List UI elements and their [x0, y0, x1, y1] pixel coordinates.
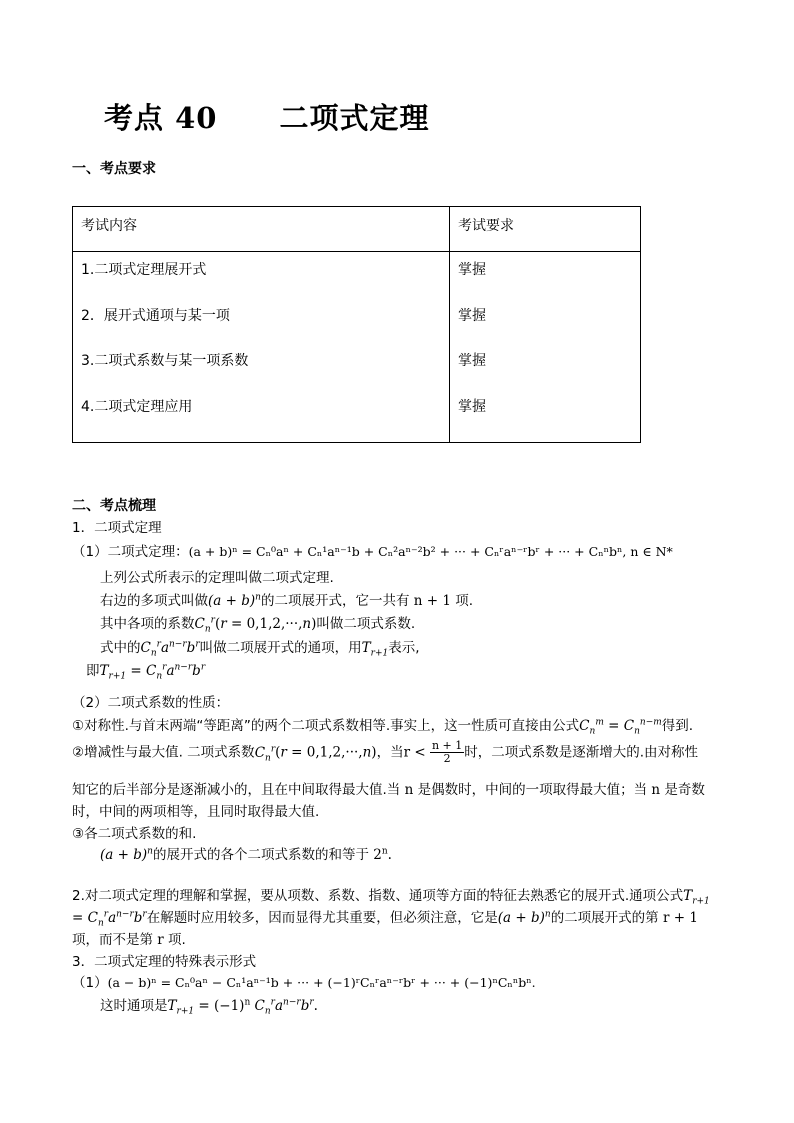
table-row: 2．展开式通项与某一项	[81, 307, 230, 324]
table-row: 4.二项式定理应用	[81, 398, 193, 415]
table-row: 1.二项式定理展开式	[81, 262, 207, 278]
property-3-line: $(a + b)^n$的展开式的各个二项式系数的和等于 2$^n$.	[100, 846, 392, 863]
section-heading-1: 一、考点要求	[72, 161, 156, 177]
page-title: 考点 40 二项式定理	[104, 101, 430, 135]
item-3-title: 3．二项式定理的特殊表示形式	[72, 954, 257, 970]
table-header-row	[73, 207, 641, 252]
property-1: ①对称性.与首末两端“等距离”的两个二项式系数相等.事实上，这一性质可直接由公式$C_n^m = C_n^{n-m}$得到.	[72, 717, 694, 737]
property-2: ②增减性与最大值. 二项式系数$C_n^r(r = 0,1,2,\cdot\cdot\cdot,n)$，当r < $\frac{n + 1}{2}$ 时，二项式系数是逐渐增大的.由对称性	[72, 739, 699, 765]
property-3: ③各二项式系数的和.	[72, 826, 197, 842]
item-1-title: 1．二项式定理	[72, 520, 162, 536]
line-e: 即$T_{r+1} = C_n^ra^{n-r}b^r$	[86, 662, 206, 682]
table-requirement-cell	[450, 252, 641, 443]
sub-3-line: （1）(a − b)ⁿ = Cₙ⁰aⁿ − Cₙ¹aⁿ⁻¹b + ··· + (−1)ʳCₙʳaⁿ⁻ʳbʳ + ··· + (−1)ⁿCₙⁿbⁿ.	[72, 975, 536, 991]
item-2-line-2: = $C_n^ra^{n-r}b^r$在解题时应用较多，因而显得尤其重要，但必须注意，它是$(a + b)^n$的二项展开式的第 r + 1	[72, 909, 698, 929]
property-2-line-2: 知它的后半部分是逐渐减小的，且在中间取得最大值.当 n 是偶数时，中间的一项取得最大值；当 n 是奇数	[72, 782, 705, 798]
sub-1-label: （1）二项式定理：	[72, 544, 189, 560]
table-header-content: 考试内容	[73, 207, 450, 252]
table-cell: 掌握	[458, 262, 486, 278]
table-cell: 掌握	[458, 353, 486, 369]
item-2-line-1: 2.对二项式定理的理解和掌握，要从项数、系数、指数、通项等方面的特征去熟悉它的展开式.通项公式$T_{r+1}$	[72, 888, 710, 907]
requirements-table	[72, 206, 641, 443]
binomial-formula: (a + b)ⁿ = Cₙ⁰aⁿ + Cₙ¹aⁿ⁻¹b + Cₙ²aⁿ⁻²b² + ··· + Cₙʳaⁿ⁻ʳbʳ + ··· + Cₙⁿbⁿ, n ∈ N*	[188, 544, 673, 559]
line-b: 右边的多项式叫做$(a + b)^n$的二项展开式，它一共有 n + 1 项.	[100, 592, 474, 609]
table-header-requirement: 考试要求	[450, 207, 641, 252]
difference-formula: (a − b)ⁿ = Cₙ⁰aⁿ − Cₙ¹aⁿ⁻¹b + ··· + (−1)ʳCₙʳaⁿ⁻ʳbʳ + ··· + (−1)ⁿCₙⁿbⁿ.	[107, 975, 536, 990]
table-cell: 掌握	[458, 307, 486, 324]
property-2-line-3: 时，中间的两项相等，且同时取得最大值.	[72, 804, 320, 820]
sub-3-line-2: 这时通项是$T_{r+1} = (-1)^n$ $C_n^ra^{n-r}b^r$.	[100, 997, 318, 1017]
item-2-line-3: 项，而不是第 r 项.	[72, 932, 186, 948]
table-content-cell	[73, 252, 450, 443]
table-cell: 掌握	[458, 398, 486, 415]
table-row: 3.二项式系数与某一项系数	[81, 353, 249, 369]
line-c: 其中各项的系数$C_n^r(r = 0,1,2,\cdot\cdot\cdot,n)$叫做二项式系数.	[100, 615, 416, 635]
line-d: 式中的$C_n^ra^{n-r}b^r$叫做二项展开式的通项，用$T_{r+1}$表示,	[100, 639, 420, 659]
line-a: 上列公式所表示的定理叫做二项式定理.	[100, 570, 334, 586]
sub-1-line	[72, 540, 673, 560]
section-heading-2: 二、考点梳理	[72, 498, 156, 514]
table-body-row	[73, 252, 641, 443]
sub-2-label: （2）二项式系数的性质：	[72, 695, 230, 711]
